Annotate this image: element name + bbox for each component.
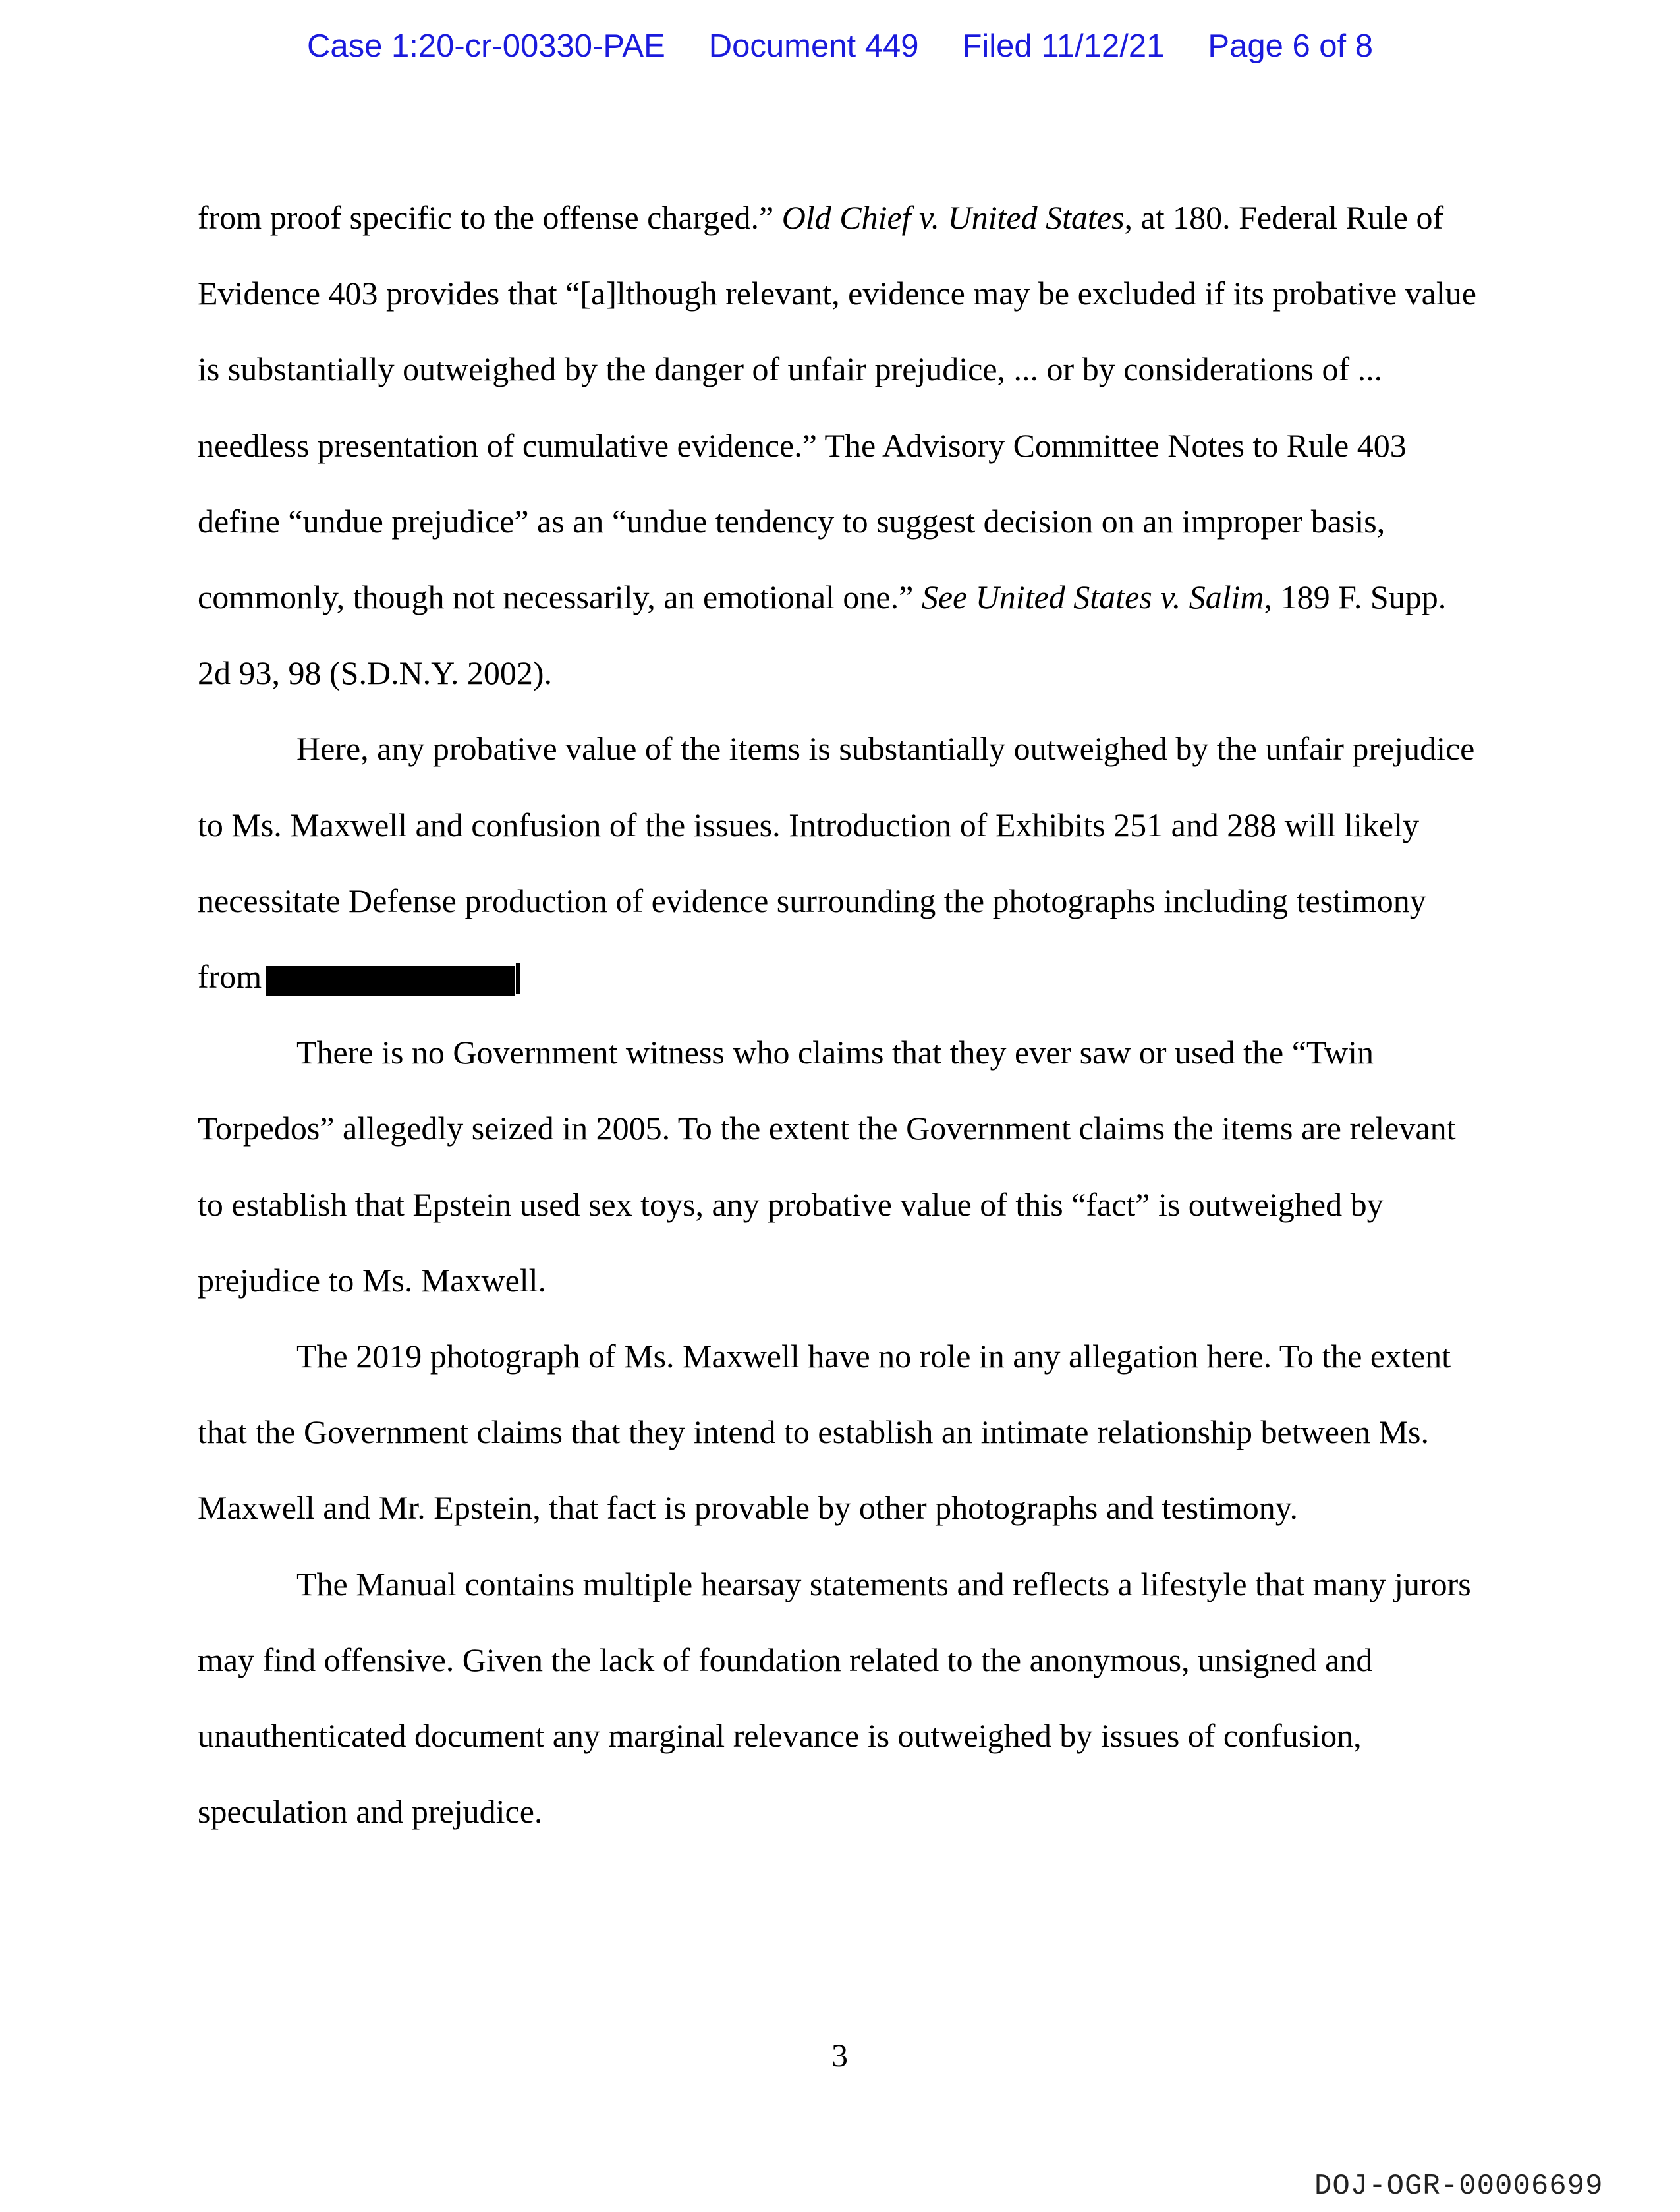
text-segment: to establish that Epstein used sex toys, any probative value of this “fact” is outweighed by [198, 1185, 1384, 1223]
text-line [296, 1546, 1471, 1622]
text-segment: The Manual contains multiple hearsay statements and reflects a lifestyle that many jurors [296, 1565, 1471, 1602]
filed-date: Filed 11/12/21 [962, 28, 1165, 64]
text-segment: unauthenticated document any marginal relevance is outweighed by issues of confusion, [198, 1717, 1362, 1754]
text-segment: , at 180. Federal Rule of [1124, 199, 1444, 236]
text-line [198, 484, 1385, 559]
text-segment: necessitate Defense production of evidence surrounding the photographs including testimony [198, 882, 1426, 919]
text-line [198, 559, 1446, 635]
text-line [198, 1622, 1372, 1698]
text-line [198, 1394, 1429, 1470]
text-line [296, 1015, 1374, 1091]
text-line [198, 1167, 1384, 1243]
page-indicator: Page 6 of 8 [1208, 28, 1374, 64]
text-segment: to Ms. Maxwell and confusion of the issues. Introduction of Exhibits 251 and 288 will likely [198, 806, 1419, 843]
text-line [198, 408, 1407, 484]
text-line [198, 787, 1419, 863]
text-segment: The 2019 photograph of Ms. Maxwell have no role in any allegation here. To the extent [296, 1338, 1451, 1375]
page-number: 3 [831, 2037, 848, 2074]
text-segment: Evidence 403 provides that “[a]lthough relevant, evidence may be excluded if its probative value [198, 275, 1476, 312]
redaction-box [266, 966, 515, 996]
text-segment: There is no Government witness who claims that they ever saw or used the “Twin [296, 1034, 1374, 1071]
text-segment: is substantially outweighed by the danger of unfair prejudice, ... or by considerations of ... [198, 351, 1383, 388]
text-line [198, 331, 1382, 407]
text-segment: may find offensive. Given the lack of foundation related to the anonymous, unsigned and [198, 1641, 1373, 1678]
case-number: Case 1:20-cr-00330-PAE [306, 28, 665, 64]
text-line [198, 863, 1426, 939]
text-line [198, 1698, 1362, 1774]
text-line [296, 1319, 1451, 1394]
text-line [198, 635, 552, 711]
redaction-bar [516, 963, 520, 994]
text-line [198, 1091, 1456, 1166]
text-segment: speculation and prejudice. [198, 1793, 543, 1830]
text-line [198, 1774, 542, 1850]
text-line [198, 1470, 1298, 1546]
text-segment: commonly, though not necessarily, an emotional one.” [198, 579, 922, 615]
ecf-header [0, 28, 1680, 65]
case-citation: See United States v. Salim [921, 579, 1264, 615]
text-segment: prejudice to Ms. Maxwell. [198, 1261, 547, 1299]
text-segment: that the Government claims that they intend to establish an intimate relationship between Ms. [198, 1413, 1429, 1451]
text-line [198, 256, 1476, 331]
text-segment: , 189 F. Supp. [1264, 579, 1447, 615]
text-segment: Here, any probative value of the items is substantially outweighed by the unfair prejudice [296, 730, 1475, 768]
text-segment: needless presentation of cumulative evidence.” The Advisory Committee Notes to Rule 403 [198, 426, 1407, 464]
text-segment: Torpedos” allegedly seized in 2005. To the extent the Government claims the items are relevant [198, 1110, 1456, 1147]
text-line [198, 939, 262, 1015]
text-segment: Maxwell and Mr. Epstein, that fact is provable by other photographs and testimony. [198, 1489, 1299, 1527]
text-segment: 2d 93, 98 (S.D.N.Y. 2002). [198, 654, 552, 692]
text-line [198, 1243, 546, 1319]
text-line [198, 180, 1443, 256]
text-line [296, 711, 1474, 787]
bates-number: DOJ-OGR-00006699 [1314, 2170, 1604, 2203]
case-citation: Old Chief v. United States [781, 199, 1125, 236]
text-segment: from [198, 958, 262, 995]
text-segment: define “undue prejudice” as an “undue tendency to suggest decision on an improper basis, [198, 502, 1386, 540]
document-number: Document 449 [708, 28, 919, 64]
text-segment: from proof specific to the offense charged.” [198, 199, 782, 236]
